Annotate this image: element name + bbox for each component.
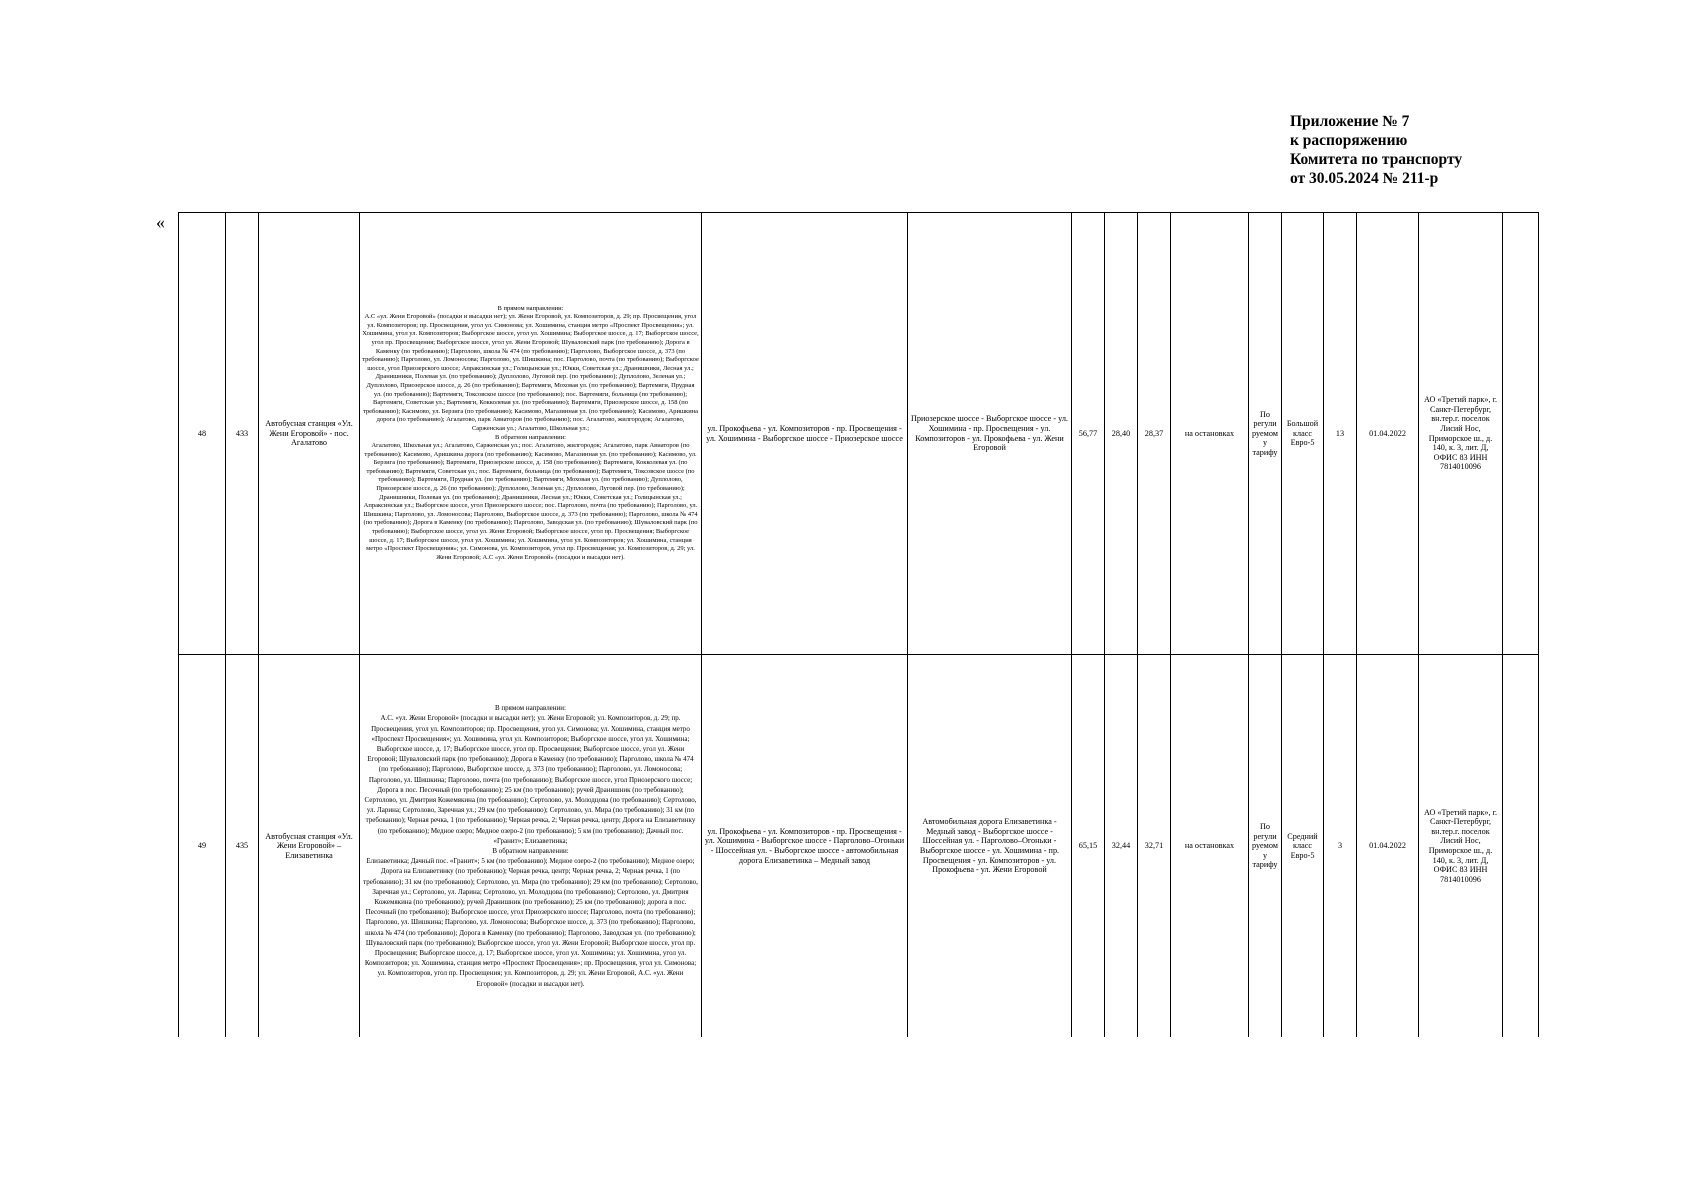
appendix-number: Приложение № 7 bbox=[1290, 113, 1410, 130]
stops-forward: А.С «ул. Жени Егоровой» (посадки и высадки нет); ул. Жени Егоровой, ул. Композиторов, д. 29; пр. Просвещения, угол ул. Композиторов; пр. Просвещения, угол ул. Симонова; ул. Хошимина, станция метро «Проспект Просвещения»; ул. Хошимина, угол ул. Композиторов; Выборгское шоссе, угол ул. Хошимина; Выборгское шоссе, д. 17; Выборгское шоссе, угол пр. Просвещения; Выборгское шоссе, угол ул. Жени Егоровой; Шуваловский парк (по требованию); Дорога в Каменку (по требованию); Парголово, школа № 474 (по требованию); Парголово, Выборгское шоссе, д. 373 (по требованию); Парголово, ул. Ломоносова; Парголово, ул. Шишкина; пос. Парголово, почта (по требованию); Выборгское шоссе, угол Приозерского шоссе; Апраксинская ул.; Голицынская ул.; Юкки, Советская ул.; Дранишники, Лесная ул.; Дранишники, Полевая ул. (по требованию); Дуплолово, Луговой пер. (по требованию); Дуплолово, Зеленая ул.; Дуплолово, Приозерское шоссе, д. 26 (по требованию); Вартемяги, Моховая ул. (по требованию); Вартемяги, Прудная ул. (по требованию); Вартемяги, Токсовское шоссе (по требованию); пос. Вартемяги, больница (по требованию); Вартемяги, Советская ул.; Вартемяги, Кокколевая ул. (по требованию); Вартемяги, Приозерское шоссе, д. 158 (по требованию); Касимово, ул. Берзига (по требованию); Касимово, Магазинная ул. (по требованию); Касимово, Аришкина дорога (по требованию); Агалатово, парк Авиаторов (по требованию); пос. Агалатово, жилгородок; Агалатово, Сарженская ул.; Агалатово, Школьная ул.; bbox=[362, 313, 699, 432]
routes-table bbox=[178, 212, 1539, 1037]
table-row bbox=[179, 655, 1539, 1038]
appendix-date: от 30.05.2024 № 211-р bbox=[1290, 170, 1439, 187]
appendix-order-ref: к распоряжению bbox=[1290, 132, 1408, 149]
vehicle-class: Средний класс Евро-5 bbox=[1282, 655, 1324, 1038]
vehicle-count: 13 bbox=[1324, 213, 1357, 655]
stops-forward-title: В прямом направлении: bbox=[495, 704, 566, 713]
stop-order: на остановках bbox=[1171, 213, 1249, 655]
row-number: 48 bbox=[179, 213, 226, 655]
streets-backward: Приозерское шоссе - Выборгское шоссе - ул. Хошимина - пр. Просвещения - ул. Композиторов - ул. Прокофьева - ул. Жени Егоровой bbox=[908, 213, 1072, 655]
stops-backward: Агалатово, Школьная ул.; Агалатово, Сарженская ул.; пос. Агалатово, жилгородок; Агалатово, парк Авиаторов (по требованию); Касимово, Аришкина дорога (по требованию); Касимово, Магазинная ул. (по требованию); Касимово, ул. Берзига (по требованию); Вартемяги, Приозерское шоссе, д. 158 (по требованию); Вартемяги, Кокколевая ул. (по требованию); Вартемяги, Советская ул.; пос. Вартемяги, больница (по требованию); Вартемяги, Токсовское шоссе (по требованию); Вартемяги, Прудная ул. (по требованию); Вартемяги, Моховая ул. (по требованию); Дуплолово, Приозерское шоссе, д. 26 (по требованию); Дуплолово, Зеленая ул.; Дуплолово, Луговой пер. (по требованию); Дранишники, Полевая ул. (по требованию); Дранишники, Лесная ул.; Юкки, Советская ул.; Голицынская ул.; Апраксинская ул.; Выборгское шоссе, угол Приозерского шоссе; пос. Парголово, почта (по требованию); Парголово, ул. Шишкина; Парголово, ул. Ломоносова; Парголово, Выборгское шоссе, д. 373 (по требованию); Парголово, школа № 474 (по требованию); Дорога в Каменку (по требованию); Парголово, Заводская ул. (по требованию); Шуваловский парк (по требованию); Выборгское шоссе, угол ул. Жени Егоровой; Выборгское шоссе, угол пр. Просвещения; Выборгское шоссе, д. 17; Выборгское шоссе, угол ул. Хошимина; ул. Хошимина, угол ул. Композиторов; ул. Хошимина, станция метро «Проспект Просвещения»; ул. Симонова, ул. Композиторов, угол пр. Просвещения; ул. Композиторов, д. 29; ул. Жени Егоровой; А.С «ул. Жени Егоровой» (посадки и высадки нет). bbox=[363, 442, 698, 561]
length-backward: 28,37 bbox=[1138, 213, 1171, 655]
stop-order: на остановках bbox=[1171, 655, 1249, 1038]
vehicle-class: Большой класс Евро-5 bbox=[1282, 213, 1324, 655]
streets-forward: ул. Прокофьева - ул. Композиторов - пр. Просвещения - ул. Хошимина - Выборгское шоссе - Приозерское шоссе bbox=[702, 213, 908, 655]
extra-cell bbox=[1503, 655, 1539, 1038]
table-row bbox=[179, 213, 1539, 655]
length-total: 56,77 bbox=[1072, 213, 1105, 655]
route-number: 433 bbox=[226, 213, 259, 655]
streets-forward: ул. Прокофьева - ул. Композиторов - пр. Просвещения - ул. Хошимина - Выборгское шоссе - Парголово–Огоньки - Шоссейная ул. - Выборгское шоссе - автомобильная дорога Елизаветинка – Медный завод bbox=[702, 655, 908, 1038]
route-number: 435 bbox=[226, 655, 259, 1038]
length-backward: 32,71 bbox=[1138, 655, 1171, 1038]
stops-forward: А.С. «ул. Жени Егоровой» (посадки и высадки нет); ул. Жени Егоровой; ул. Композиторов, д. 29; пр. Просвещения, угол ул. Композиторов; пр. Просвещения, угол ул. Симонова; ул. Хошимина, станция метро «Проспект Просвещения»; ул. Хошимина, угол ул. Композиторов; Выборгское шоссе, угол ул. Хошимина; Выборгское шоссе, д. 17; Выборгское шоссе, угол пр. Просвещения; Выборгское шоссе, угол ул. Жени Егоровой; Шуваловский парк (по требованию); Дорога в Каменку (по требованию); Парголово, школа № 474 (по требованию); Парголово, Выборгское шоссе, д. 373 (по требованию); Парголово, ул. Ломоносова; Парголово, ул. Шишкина; Парголово, почта (по требованию); Выборгское шоссе, угол Приозерского шоссе; Дорога в пос. Песочный (по требованию); 25 км (по требованию); ручей Дранишник (по требованию); Сертолово, ул. Дмитрия Кожемякина (по требованию); Сертолово, ул. Молодцова (по требованию); Сертолово, ул. Ларина; Сертолово, Заречная ул.; 29 км (по требованию); Сертолово, ул. Мира (по требованию); 31 км (по требованию); Черная речка, 1 (по требованию); Черная речка, 2; Черная речка, центр; Дорога на Елизаветинку (по требованию); Медное озеро; Медное озеро-2 (по требованию); 5 км (по требованию); Дачный пос. «Гранит»; Елизаветинка; bbox=[364, 714, 697, 845]
stops-backward: Елизаветинка; Дачный пос. «Гранит»; 5 км (по требованию); Медное озеро-2 (по требованию); Медное озеро; Дорога на Елизаветинку (по требованию); Черная речка, центр; Черная речка, 2; Черная речка, 1 (по требованию); 31 км (по требованию); Сертолово, ул. Мира (по требованию); 29 км (по требованию); Сертолово, Заречная ул.; Сертолово, ул. Ларина; Сертолово, ул. Молодцова (по требованию); Сертолово, ул. Дмитрия Кожемякина (по требованию); ручей Дранишник (по требованию); 25 км (по требованию); дорога в пос. Песочный (по требованию); Выборгское шоссе, угол Приозерского шоссе; Парголово, почта (по требованию); Парголово, ул. Шишкина; Парголово, ул. Ломоносова; Выборгское шоссе, д. 373 (по требованию); Парголово, школа № 474 (по требованию); Дорога в Каменку (по требованию); Парголово, Заводская ул. (по требованию); Шуваловский парк (по требованию); Выборгское шоссе, угол ул. Жени Егоровой; Выборгское шоссе, угол пр. Просвещения; Выборгское шоссе, д. 17; Выборгское шоссе, угол ул. Хошимина; ул. Хошимина, угол ул. Композиторов; ул. Хошимина, станция метро «Проспект Просвещения»; пр. Просвещения, угол ул. Симонова; ул. Композиторов, угол пр. Просвещения; ул. Композиторов, д. 29; ул. Жени Егоровой, А.С. «ул. Жени Егоровой» (посадки и высадки нет). bbox=[363, 857, 698, 988]
length-forward: 28,40 bbox=[1105, 213, 1138, 655]
stops-backward-title: В обратном направлении: bbox=[492, 847, 569, 855]
stops-backward-title: В обратном направлении: bbox=[495, 433, 566, 441]
length-forward: 32,44 bbox=[1105, 655, 1138, 1038]
carrier-info: АО «Третий парк», г. Санкт-Петербург, вн.тер.г. поселок Лисий Нос, Приморское ш., д. 140, к. 3, лит. Д, ОФИС 83 ИНН 7814010096 bbox=[1419, 655, 1503, 1038]
opening-quote-mark: « bbox=[156, 212, 165, 232]
tariff-type: По регули руемом у тарифу bbox=[1249, 655, 1282, 1038]
carrier-info: АО «Третий парк», г. Санкт-Петербург, вн.тер.г. поселок Лисий Нос, Приморское ш., д. 140, к. 3, лит. Д, ОФИС 83 ИНН 7814010096 bbox=[1419, 213, 1503, 655]
vehicle-count: 3 bbox=[1324, 655, 1357, 1038]
row-number: 49 bbox=[179, 655, 226, 1038]
start-date: 01.04.2022 bbox=[1357, 213, 1419, 655]
length-total: 65,15 bbox=[1072, 655, 1105, 1038]
tariff-type: По регули руемом у тарифу bbox=[1249, 213, 1282, 655]
appendix-header bbox=[1290, 112, 1610, 188]
start-date: 01.04.2022 bbox=[1357, 655, 1419, 1038]
route-name: Автобусная станция «Ул. Жени Егоровой» - пос. Агалатово bbox=[259, 213, 360, 655]
streets-backward: Автомобильная дорога Елизаветинка - Медный завод - Выборгское шоссе - Шоссейная ул. - Парголово–Огоньки - Выборгское шоссе - ул. Хошимина - пр. Просвещения - ул. Композиторов - ул. Прокофьева - ул. Жени Егоровой bbox=[908, 655, 1072, 1038]
stops-forward-title: В прямом направлении: bbox=[497, 304, 564, 312]
route-name: Автобусная станция «Ул. Жени Егоровой» – Елизаветинка bbox=[259, 655, 360, 1038]
appendix-committee: Комитета по транспорту bbox=[1290, 151, 1463, 168]
extra-cell bbox=[1503, 213, 1539, 655]
route-stops bbox=[360, 213, 702, 655]
route-stops bbox=[360, 655, 702, 1038]
